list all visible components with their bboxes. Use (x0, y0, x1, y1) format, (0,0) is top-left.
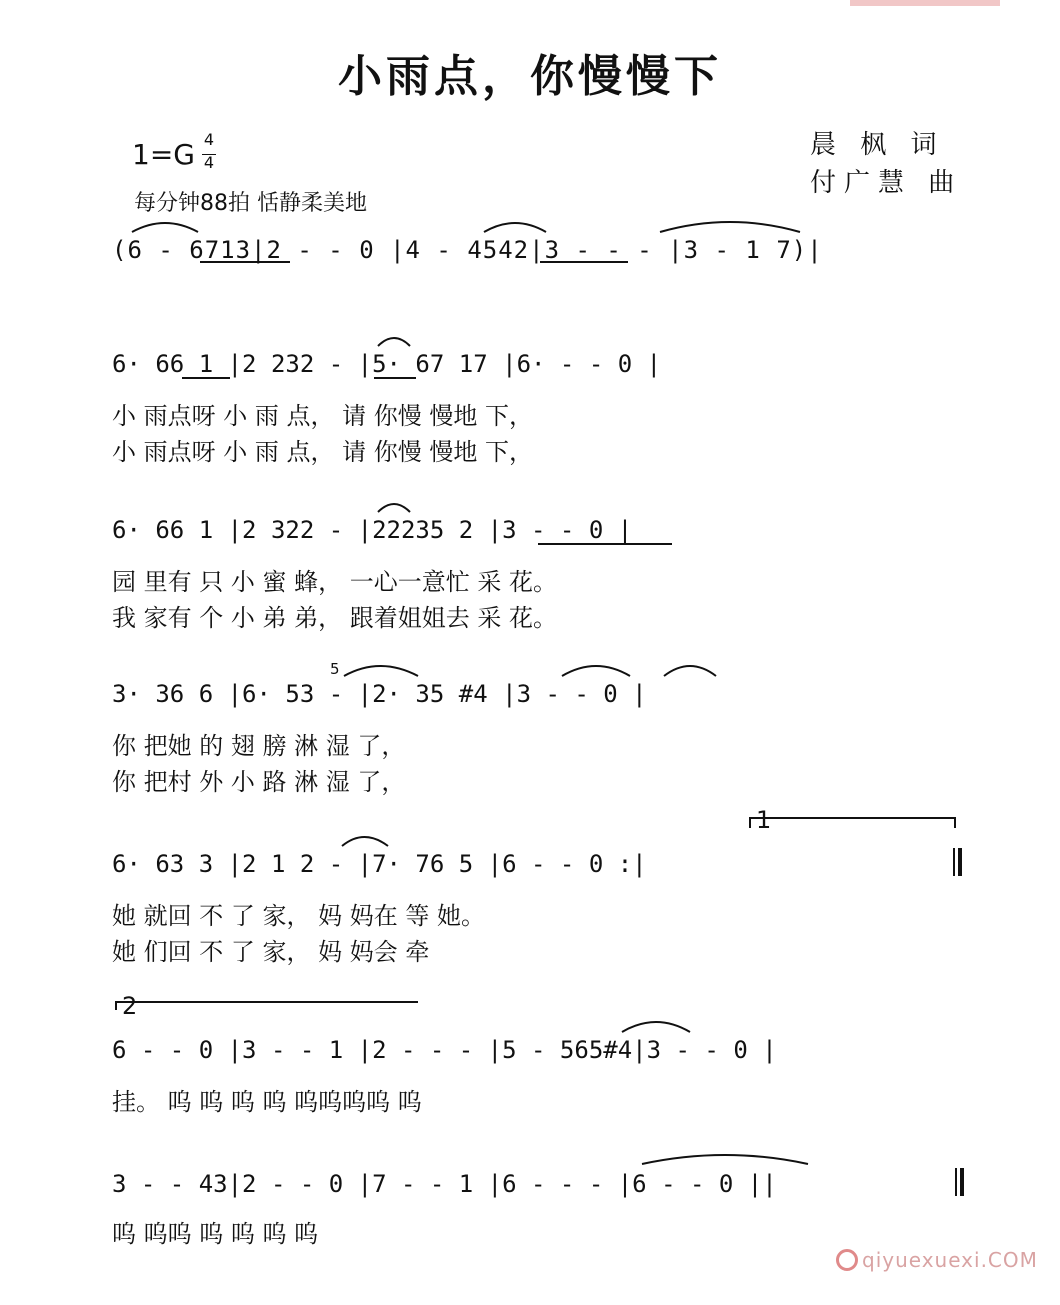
watermark-text: qiyuexuexi.COM (862, 1248, 1038, 1272)
grace-note: 5 (330, 660, 340, 678)
intro-line: (6 - 6713|2 - - 0 |4 - 4542|3 - - - |3 - 1 7)| (112, 236, 823, 264)
intro-slur-1 (132, 223, 198, 232)
row-4-lyric-verse-1: 她 就回 不 了 家， 妈 妈在 等 她。 (112, 902, 486, 930)
row-1-slur (378, 338, 410, 346)
row-2-notes: 6· 66 1 |2 322 - |22235 2 |3 - - 0 | (112, 516, 633, 544)
row-2-lyric-verse-2: 我 家有 个 小 弟 弟， 跟着姐姐去 采 花。 (112, 604, 558, 632)
row-3-lyric-verse-2: 你 把村 外 小 路 淋 湿 了， (112, 768, 406, 796)
row-6-lyric: 呜 呜呜 呜 呜 呜 呜 (112, 1220, 319, 1248)
row-3-slur-3 (664, 666, 716, 676)
composer-credit: 付广慧 曲 (810, 168, 963, 198)
key-label: 1=G (132, 138, 195, 171)
row-6-slur (642, 1155, 808, 1164)
intro-slur-2 (484, 223, 546, 232)
row-4-lyric-verse-2: 她 们回 不 了 家， 妈 妈会 牵 (112, 938, 430, 966)
row-5-lyric: 挂。 呜 呜 呜 呜 呜呜呜呜 呜 (112, 1088, 422, 1116)
row-1-lyric-verse-2: 小 雨点呀 小 雨 点， 请 你慢 慢地 下， (112, 438, 534, 466)
row-3-slur-2 (562, 666, 630, 676)
row-4-notes: 6· 63 3 |2 1 2 - |7· 76 5 |6 - - 0 :| (112, 850, 647, 878)
watermark-logo-icon (836, 1249, 858, 1271)
lyricist-credit: 晨 枫 词 (810, 130, 945, 160)
row-5-slur (622, 1022, 690, 1032)
row-3-notes: 3· 36 6 |6· 53 - |2· 35 #4 |3 - - 0 | (112, 680, 647, 708)
volta-2-bracket (116, 1002, 418, 1010)
row-2-lyric-verse-1: 园 里有 只 小 蜜 蜂， 一心一意忙 采 花。 (112, 568, 558, 596)
song-title: 小雨点，你慢慢下 (338, 51, 722, 102)
volta-1-label: 1 (756, 806, 772, 834)
row-4-slur (342, 837, 388, 846)
volta-2-label: 2 (122, 992, 138, 1020)
row-5-notes: 6 - - 0 |3 - - 1 |2 - - - |5 - 565#4|3 - - 0 | (112, 1036, 777, 1064)
tempo-marking: 每分钟88拍 恬静柔美地 (134, 191, 367, 216)
volta-1-bracket (750, 818, 955, 828)
row-1-lyric-verse-1: 小 雨点呀 小 雨 点， 请 你慢 慢地 下， (112, 402, 534, 430)
row-3-slur-1 (344, 666, 418, 676)
row-2-slur (378, 504, 410, 512)
time-signature-bottom: 4 (203, 153, 215, 172)
row-3-lyric-verse-1: 你 把她 的 翅 膀 淋 湿 了， (112, 732, 406, 760)
row-6-notes: 3 - - 43|2 - - 0 |7 - - 1 |6 - - - |6 - - 0 || (112, 1170, 777, 1198)
time-signature-top: 4 (203, 130, 215, 149)
intro-slur-3 (660, 222, 800, 232)
row-1-notes: 6· 66 1 |2 232 - |5· 67 17 |6· - - 0 | (112, 350, 662, 378)
watermark (836, 1248, 1038, 1272)
